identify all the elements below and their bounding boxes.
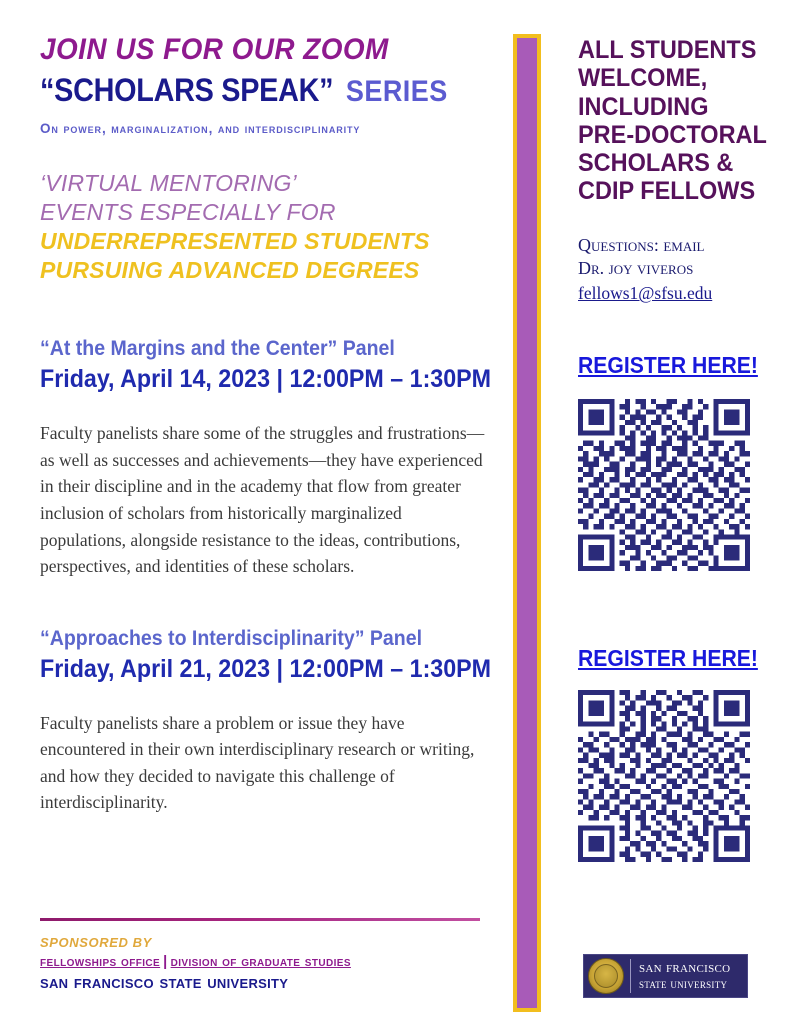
panel-2-description: Faculty panelists share a problem or issue they have encountered in their own interdisciplinary research or writing, and how they decided to navigate this challenge of interdisciplinarity. (40, 712, 475, 813)
logo-line-1: san francisco (639, 960, 731, 977)
right-headline-line-4: PRE-DOCTORAL (578, 120, 767, 149)
sfsu-logo (583, 954, 748, 998)
right-headline-line-2: WELCOME, (578, 64, 708, 93)
kicker-join-us: JOIN US FOR OUR ZOOM (40, 33, 389, 66)
panel-1-datetime: Friday, April 14, 2023 | 12:00PM – 1:30PM (40, 365, 492, 394)
right-column (578, 36, 778, 862)
register-link-2[interactable]: REGISTER HERE! (578, 644, 758, 671)
vertical-divider-bar (513, 34, 541, 1012)
panel-1-title: “At the Margins and the Center” Panel (40, 337, 395, 361)
link-division-graduate-studies[interactable]: division of graduate studies (170, 954, 351, 970)
panel-2-title: “Approaches to Interdisciplinarity” Panel (40, 626, 423, 650)
footer-block (40, 918, 490, 994)
series-headline (40, 74, 450, 107)
left-column (40, 34, 495, 816)
tagline-line-4: PURSUING ADVANCED DEGREES (40, 257, 420, 284)
right-headline-line-1: ALL STUDENTS (578, 36, 757, 64)
footer-link-separator: | (163, 954, 168, 970)
contact-questions-label: Questions: email (578, 234, 705, 255)
series-word: SERIES (345, 75, 448, 109)
right-headline-line-5: SCHOLARS & (578, 149, 734, 177)
tagline-block (40, 169, 495, 285)
contact-block (578, 234, 778, 306)
tagline-line-2: EVENTS ESPECIALLY FOR (40, 199, 336, 226)
university-seal-icon (588, 958, 624, 994)
logo-line-2: state university (639, 976, 728, 992)
register-link-1[interactable]: REGISTER HERE! (578, 351, 758, 378)
qr-code-register-april-21[interactable] (578, 690, 750, 862)
tagline-line-3: UNDERREPRESENTED STUDENTS (40, 228, 430, 255)
footer-divider-rule (40, 918, 480, 921)
right-headline (578, 36, 766, 206)
panel-2-datetime: Friday, April 21, 2023 | 12:00PM – 1:30PM (40, 654, 492, 683)
logo-divider (630, 959, 631, 993)
footer-links (40, 954, 490, 970)
right-headline-line-6: CDIP FELLOWS (578, 177, 756, 206)
panel-event-1 (40, 337, 495, 579)
contact-person-name: Dr. joy viveros (578, 258, 694, 279)
panel-1-description: Faculty panelists share some of the struggles and frustrations—as well as successes and achievements—they have experienced in their discipline and in the academy that flow from greater inclusion of scholars from historically marginalized populations, alongside resistance to the ideas, contributions, perspectives, and identities of these scholars. (40, 423, 485, 577)
panel-event-2 (40, 627, 495, 816)
logo-wordmark (639, 960, 730, 991)
series-subtitle: On power, marginalization, and interdisciplinarity (40, 121, 361, 137)
footer-university-name: san francisco state university (40, 972, 289, 993)
contact-email-link[interactable]: fellows1@sfsu.edu (578, 283, 713, 304)
series-title: “SCHOLARS SPEAK” (40, 72, 334, 109)
link-fellowships-office[interactable]: fellowships office (40, 954, 161, 970)
right-headline-line-3: INCLUDING (578, 92, 709, 121)
sponsored-by-label: SPONSORED BY (40, 935, 152, 950)
tagline-line-1: ‘VIRTUAL MENTORING’ (40, 170, 297, 197)
qr-code-register-april-14[interactable] (578, 399, 750, 571)
